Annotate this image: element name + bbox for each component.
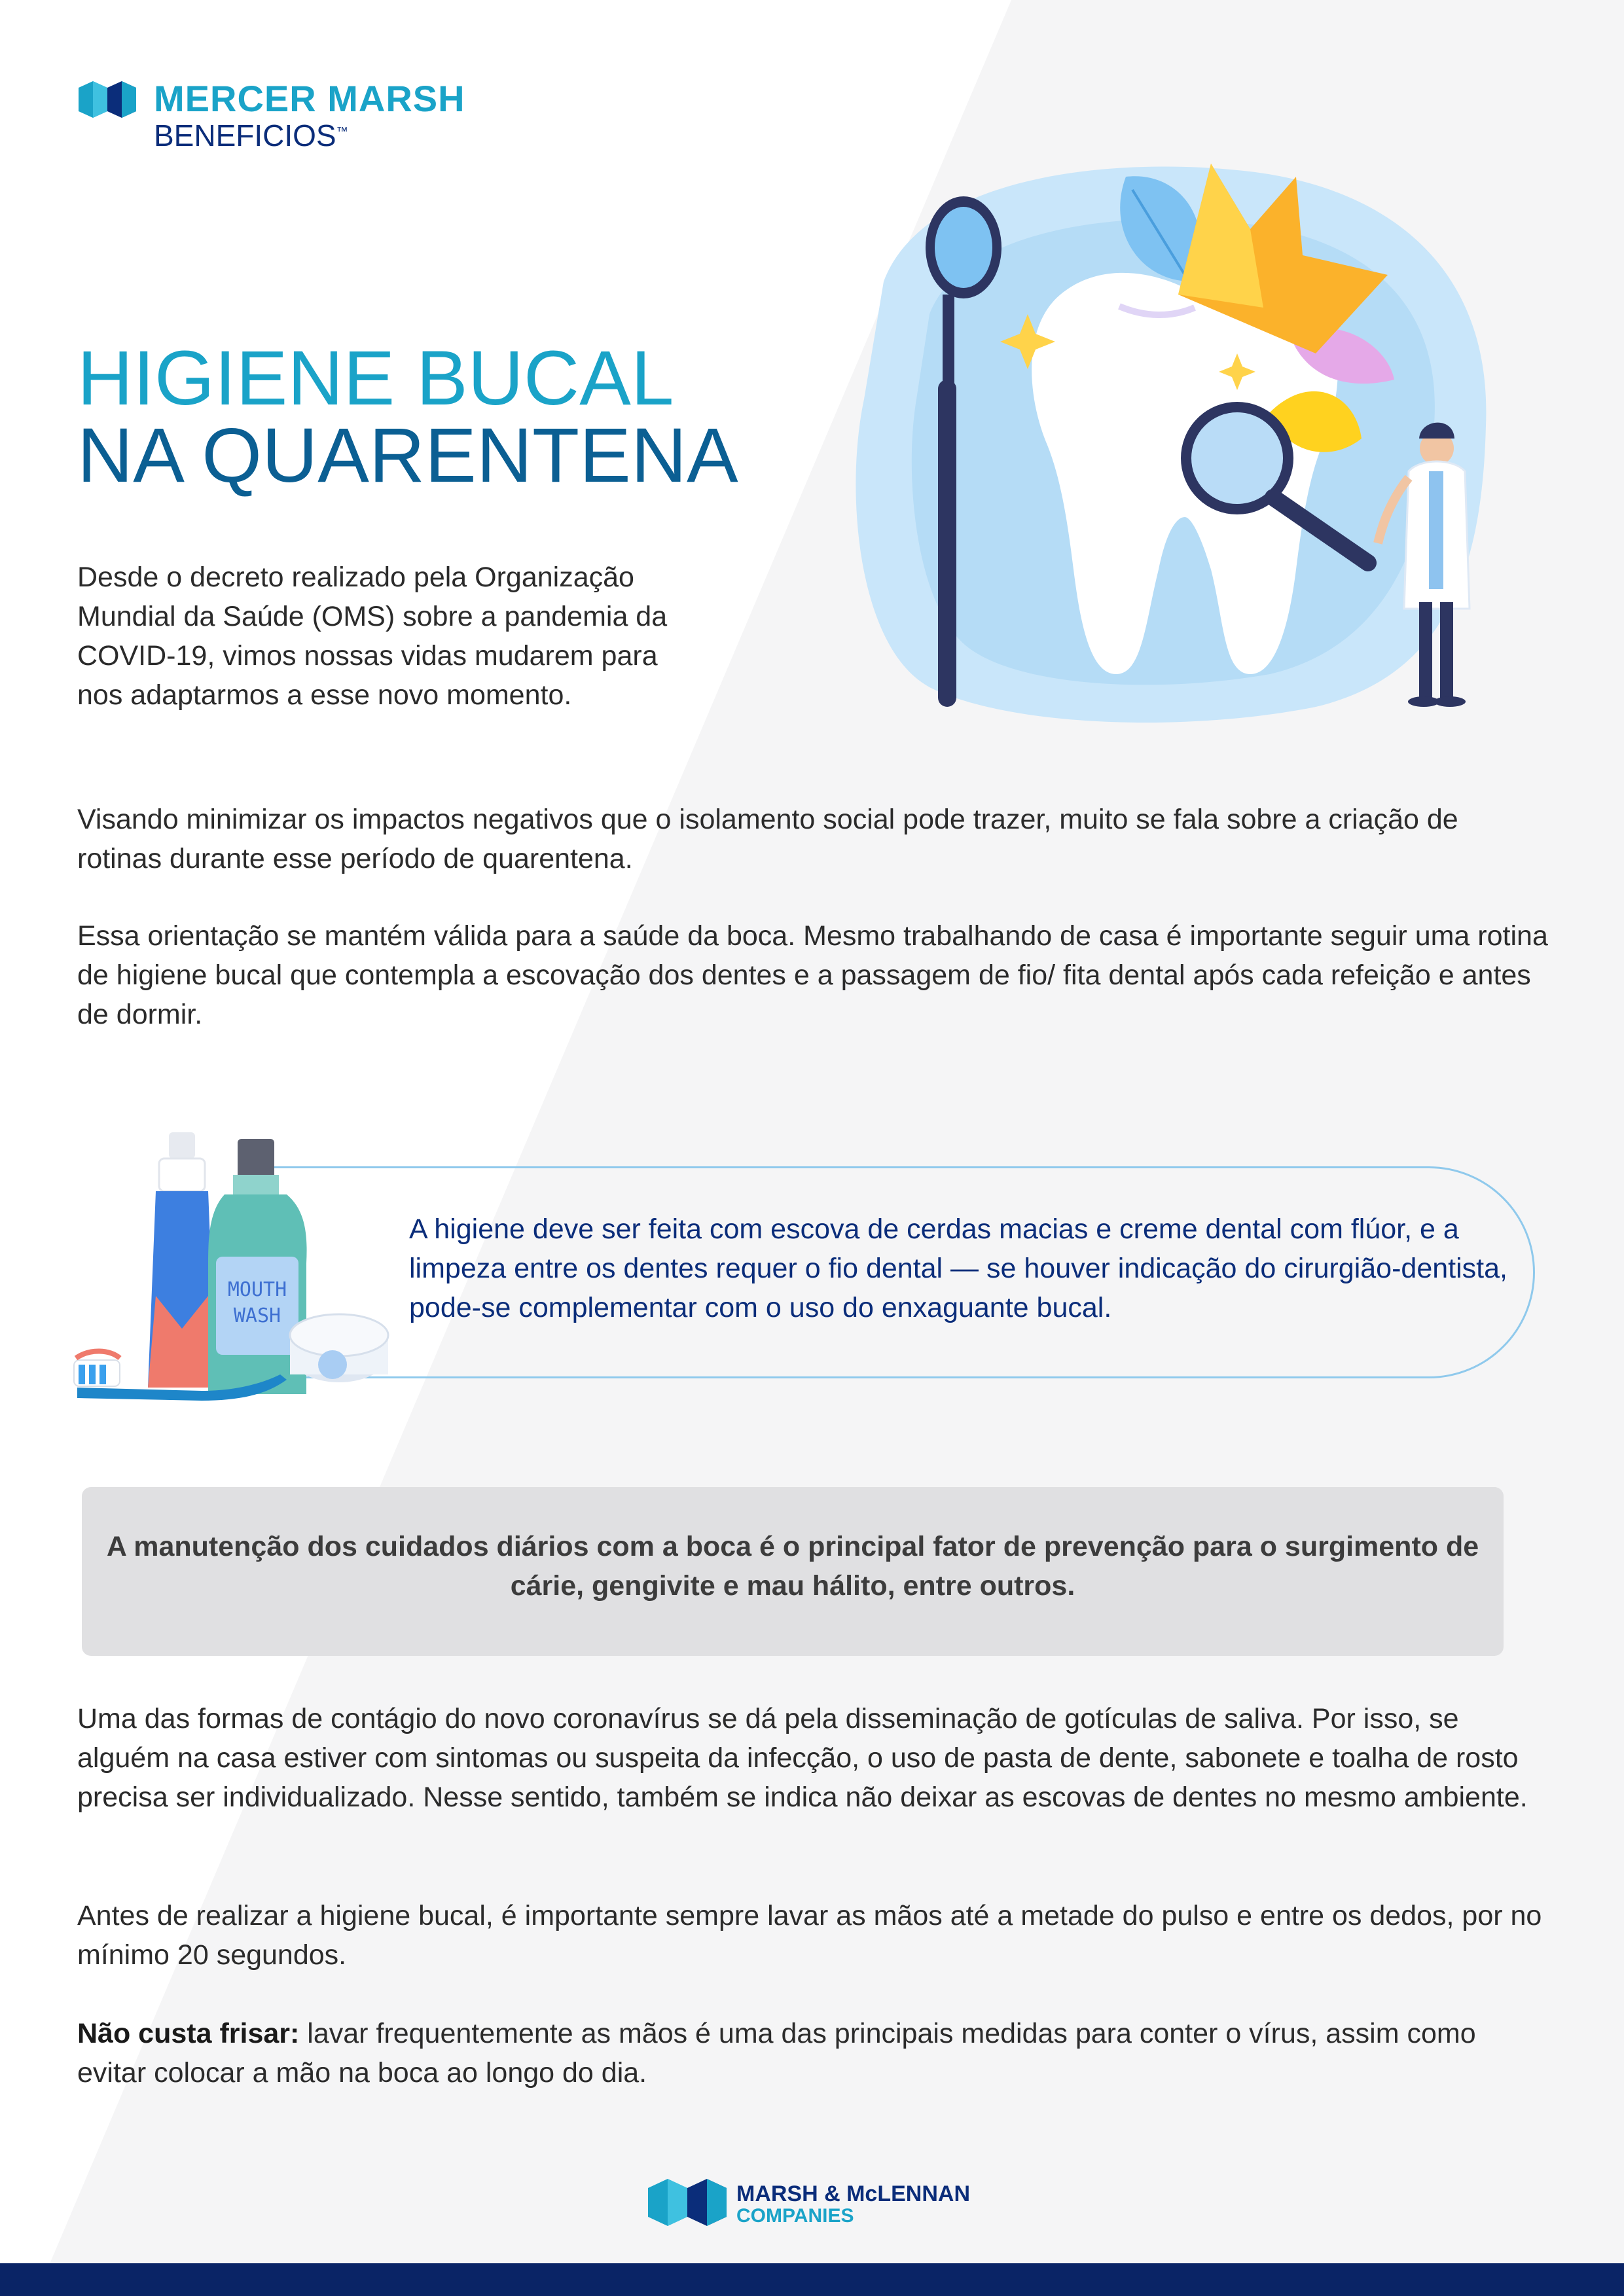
paragraph-reminder	[77, 2014, 1550, 2092]
paragraph-routines: Visando minimizar os impactos negativos que o isolamento social pode trazer, muito se fala sobre a criação de rotinas durante esse período de quarentena.	[77, 804, 1458, 874]
footer-company-line1: MARSH & McLENNAN	[736, 2181, 970, 2206]
marsh-mclennan-logo	[648, 2176, 1015, 2229]
tooth-illustration	[844, 151, 1499, 733]
brand-name-line2: BENEFICIOS™	[154, 118, 348, 152]
svg-text:MOUTH: MOUTH	[227, 1278, 287, 1301]
highlight-text: A manutenção dos cuidados diários com a boca é o principal fator de prevenção para o surgimento de cárie, gengivite e mau hálito, entre outros.	[106, 1531, 1479, 1602]
dental-products-illustration	[71, 1132, 418, 1407]
title-line1: HIGIENE BUCAL	[77, 335, 674, 422]
svg-text:WASH: WASH	[233, 1304, 281, 1327]
callout-text: A higiene deve ser feita com escova de cerdas macias e creme dental com flúor, e a limpeza entre os dentes requer o fio dental — se houver indicação do cirurgião-dentista, pode-se complementar com o uso do enxaguante bucal.	[409, 1213, 1507, 1323]
marsh-mclennan-logo-icon	[648, 2179, 727, 2226]
reminder-body: lavar frequentemente as mãos é uma das principais medidas para conter o vírus, assim como evitar colocar a mão na boca ao longo do dia.	[77, 2018, 1476, 2089]
toothpaste-icon	[148, 1132, 216, 1388]
paragraph-hand-washing: Antes de realizar a higiene bucal, é importante sempre lavar as mãos até a metade do pulso e entre os dedos, por no mínimo 20 segundos.	[77, 1900, 1542, 1971]
paragraph-contagion: Uma das formas de contágio do novo coronavírus se dá pela disseminação de gotículas de saliva. Por isso, se alguém na casa estiver com sintomas ou suspeita da infecção, o uso de pasta de dente, sabonete e toalha de rosto precisa ser individualizado. Nesse sentido, também se indica não deixar as escovas de dentes no mesmo ambiente.	[77, 1703, 1528, 1813]
brand-name-line1: MERCER MARSH	[154, 78, 465, 119]
footer-company-line2: COMPANIES	[736, 2205, 854, 2227]
intro-paragraph: Desde o decreto realizado pela Organização Mundial da Saúde (OMS) sobre a pandemia da COVID-19, vimos nossas vidas mudarem para nos adaptarmos a esse novo momento.	[77, 562, 668, 711]
floss-icon	[290, 1314, 388, 1382]
mercer-marsh-logo	[79, 77, 497, 156]
paragraph-oral-routine: Essa orientação se mantém válida para a saúde da boca. Mesmo trabalhando de casa é importante seguir uma rotina de higiene bucal que contempla a escovação dos dentes e a passagem de fio/ fita dental após cada refeição e antes de dormir.	[77, 920, 1548, 1030]
reminder-lead: Não custa frisar:	[77, 2018, 300, 2049]
page-title	[77, 335, 738, 499]
footer-bar	[0, 2263, 1624, 2296]
mercer-marsh-logo-icon	[79, 81, 137, 118]
title-line2: NA QUARENTENA	[77, 412, 738, 499]
